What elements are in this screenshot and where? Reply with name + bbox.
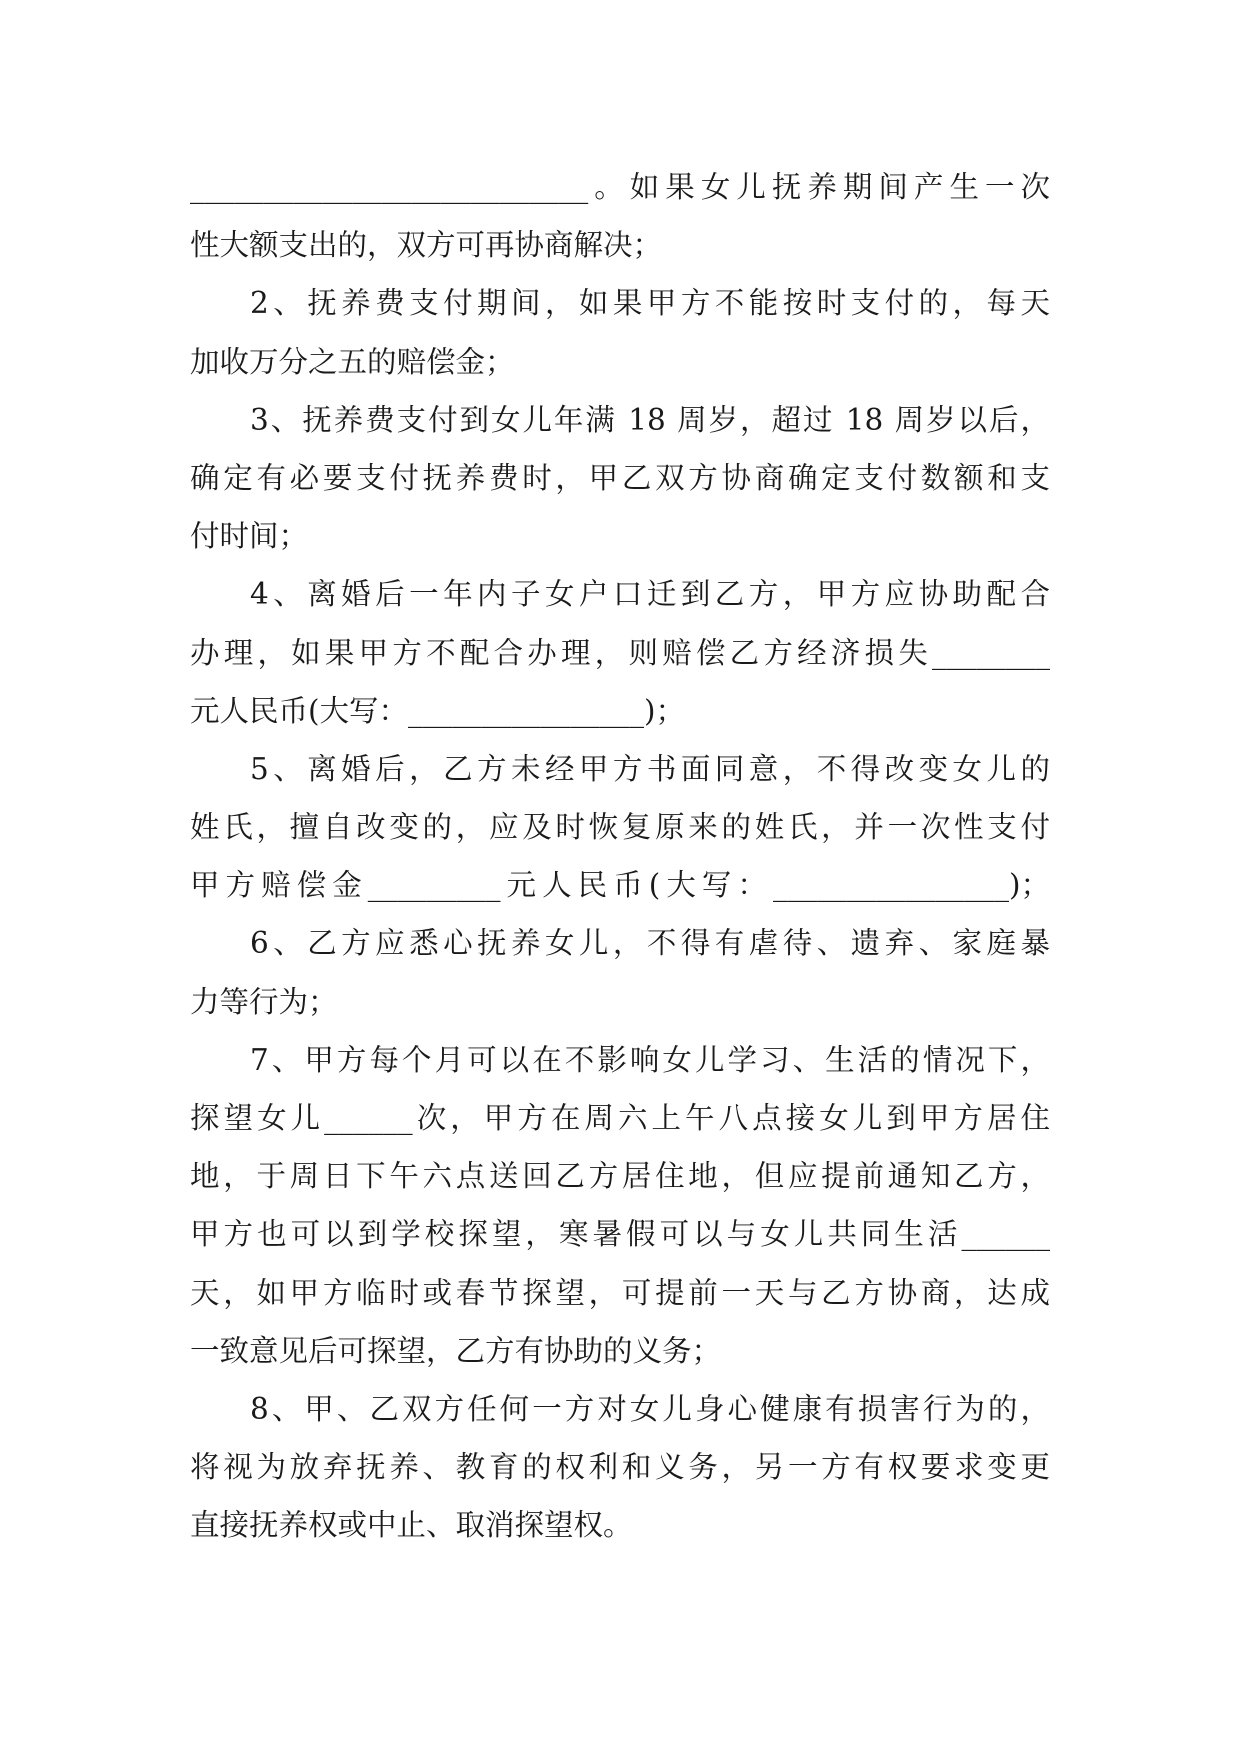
text-line: 力等行为； [190,984,338,1019]
text-line: 元人民币(大写：________________)； [190,693,686,728]
text-line: 5、离婚后，乙方未经甲方书面同意，不得改变女儿的 [250,751,1050,786]
text-line: 确定有必要支付抚养费时，甲乙双方协商确定支付数额和支 [190,460,1050,495]
text-line: 7、甲方每个月可以在不影响女儿学习、生活的情况下， [250,1042,1050,1077]
text-line: 天，如甲方临时或春节探望，可提前一天与乙方协商，达成 [190,1275,1050,1310]
document-page [190,158,1050,1555]
text-line: 2、抚养费支付期间，如果甲方不能按时支付的，每天 [250,286,1050,321]
text-line: 3、抚养费支付到女儿年满 18 周岁，超过 18 周岁以后， [250,402,1050,437]
text-line: 地，于周日下午六点送回乙方居住地，但应提前通知乙方， [190,1159,1050,1194]
text-line: 付时间； [190,519,309,554]
text-line: 直接抚养权或中止、取消探望权。 [190,1508,633,1543]
text-line: 加收万分之五的赔偿金； [190,344,515,379]
text-line: 8、甲、乙双方任何一方对女儿身心健康有损害行为的， [250,1391,1050,1426]
text-line: 性大额支出的，双方可再协商解决； [190,228,663,263]
text-line: 甲方也可以到学校探望，寒暑假可以与女儿共同生活______ [190,1217,1050,1252]
text-line: 甲方赔偿金_________元人民币(大写：________________)； [190,868,1050,903]
text-line: 姓氏，擅自改变的，应及时恢复原来的姓氏，并一次性支付 [190,810,1050,845]
text-line: 6、乙方应悉心抚养女儿，不得有虐待、遗弃、家庭暴 [250,926,1050,961]
text-line: ___________________________。如果女儿抚养期间产生一次 [190,170,1050,204]
text-line: 办理，如果甲方不配合办理，则赔偿乙方经济损失________ [190,635,1050,670]
text-line: 一致意见后可探望，乙方有协助的义务； [190,1333,722,1368]
text-line: 探望女儿______次，甲方在周六上午八点接女儿到甲方居住 [190,1101,1050,1135]
text-line: 将视为放弃抚养、教育的权利和义务，另一方有权要求变更 [190,1450,1050,1485]
text-line: 4、离婚后一年内子女户口迁到乙方，甲方应协助配合 [250,577,1050,612]
